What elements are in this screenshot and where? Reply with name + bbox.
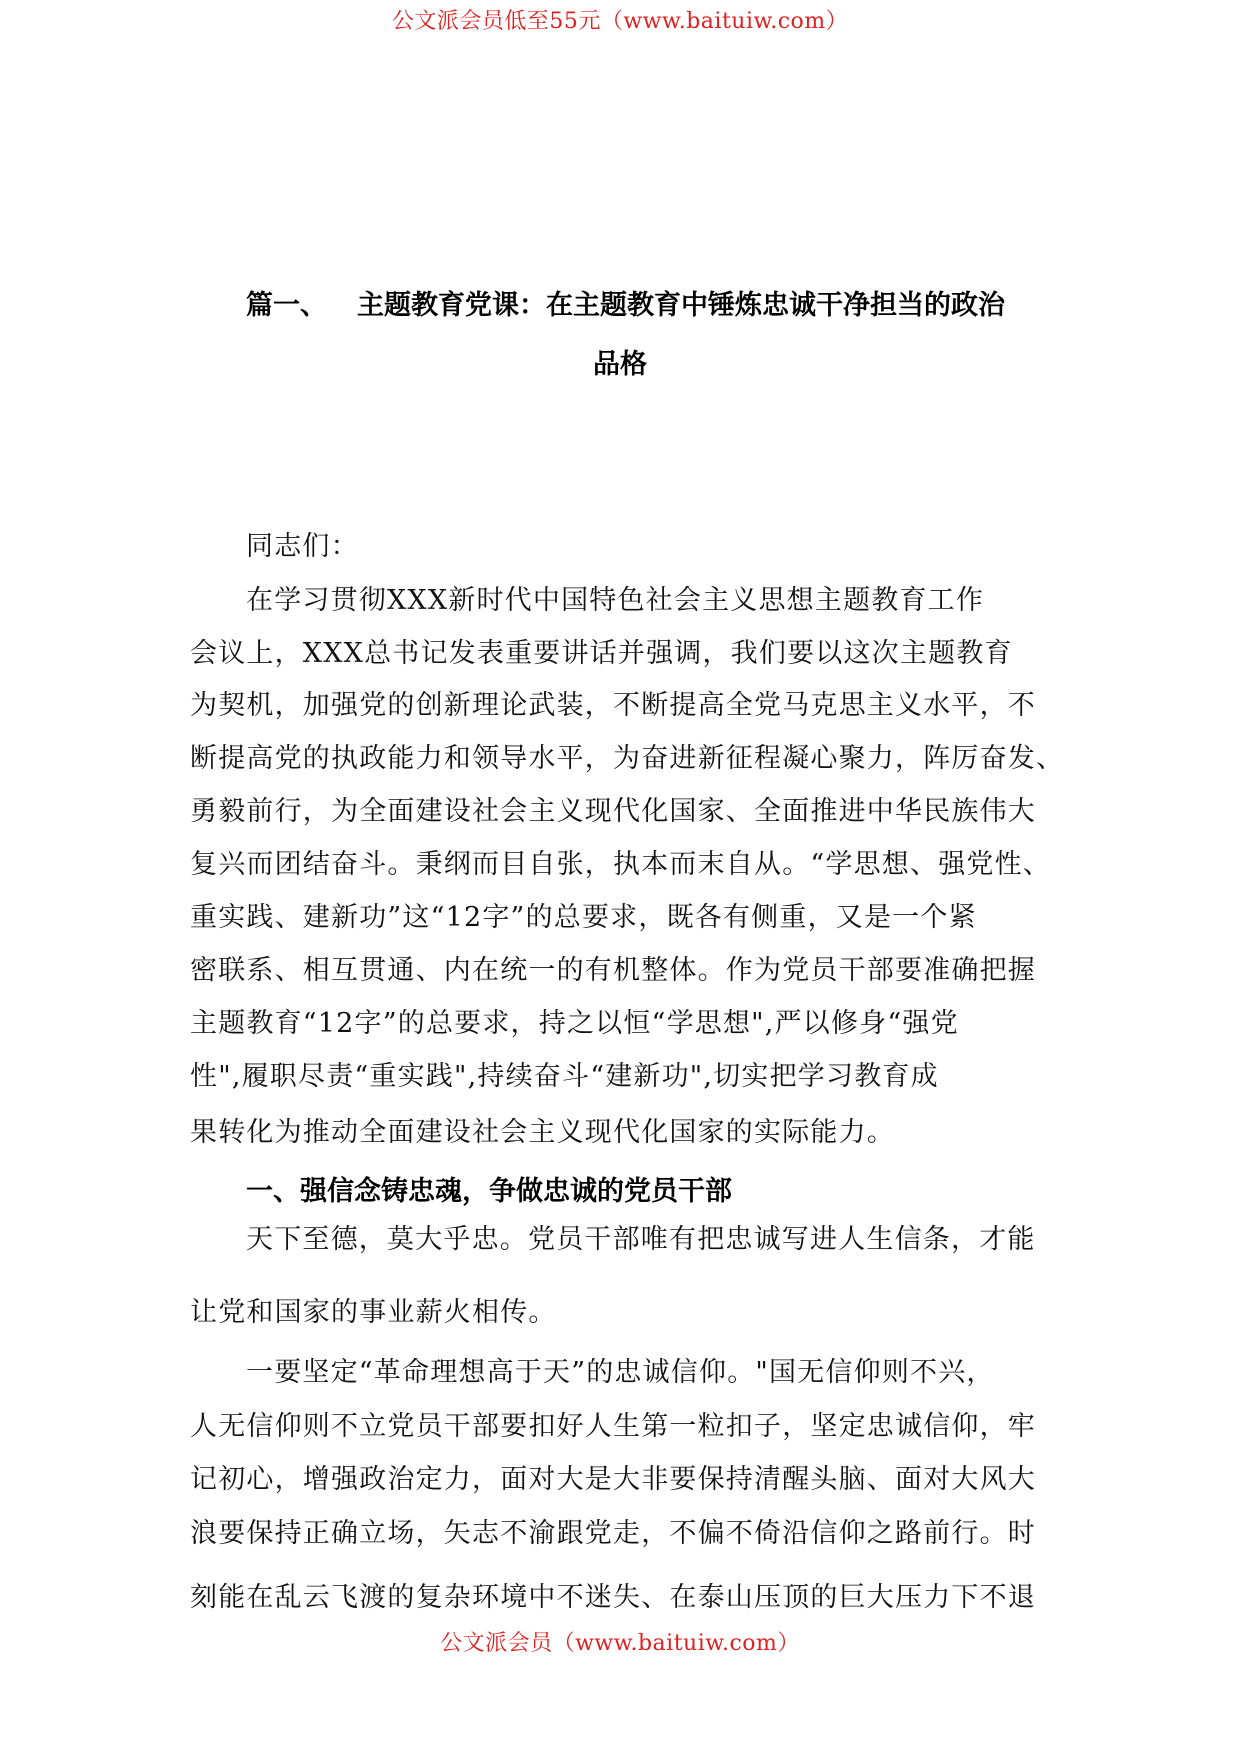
paragraph-line: 在学习贯彻XXX新时代中国特色社会主义思想主题教育工作 — [246, 585, 985, 616]
paragraph-line: 让党和国家的事业薪火相传。 — [190, 1297, 557, 1328]
paragraph-line: 天下至德，莫大乎忠。党员干部唯有把忠诚写进人生信条，才能 — [246, 1224, 1036, 1255]
paragraph-line: 人无信仰则不立党员干部要扣好人生第一粒扣子，坚定忠诚信仰，牢 — [190, 1411, 1036, 1442]
title-line-2: 品格 — [593, 349, 647, 380]
paragraph-line: 密联系、相互贯通、内在统一的有机整体。作为党员干部要准确把握 — [190, 955, 1036, 986]
paragraph-line: 浪要保持正确立场，矢志不渝跟党走，不偏不倚沿信仰之路前行。时 — [190, 1518, 1036, 1549]
paragraph-line: 果转化为推动全面建设社会主义现代化国家的实际能力。 — [190, 1117, 895, 1148]
paragraph-line: 记初心，增强政治定力，面对大是大非要保持清醒头脑、面对大风大 — [190, 1464, 1036, 1495]
paragraph-line: 复兴而团结奋斗。秉纲而目自张，执本而末自从。“学思想、强党性、 — [190, 849, 1052, 880]
paragraph-line: 性",履职尽责“重实践",持续奋斗“建新功",切实把学习教育成 — [190, 1061, 939, 1092]
paragraph-line: 重实践、建新功”这“12字”的总要求，既各有侧重，又是一个紧 — [190, 902, 977, 933]
header-banner: 公文派会员低至55元（www.baituiw.com） — [391, 9, 849, 34]
paragraph-line: 断提高党的执政能力和领导水平，为奋进新征程凝心聚力，阵厉奋发、 — [190, 743, 1065, 774]
paragraph-line: 为契机，加强党的创新理论武装，不断提高全党马克思主义水平，不 — [190, 690, 1036, 721]
paragraph-line: 勇毅前行，为全面建设社会主义现代化国家、全面推进中华民族伟大 — [190, 796, 1036, 827]
paragraph-line: 刻能在乱云飞渡的复杂环境中不迷失、在泰山压顶的巨大压力下不退 — [190, 1582, 1036, 1613]
paragraph-line: 一要坚定“革命理想高于天”的忠诚信仰。"国无信仰则不兴， — [246, 1357, 995, 1388]
title-number: 篇一、 — [246, 290, 327, 321]
footer-banner: 公文派会员（www.baituiw.com） — [440, 1631, 800, 1656]
title-line-1: 主题教育党课：在主题教育中锤炼忠诚干净担当的政治 — [357, 290, 1005, 321]
paragraph-line: 会议上，XXX总书记发表重要讲话并强调，我们要以这次主题教育 — [190, 638, 1013, 669]
paragraph-line: 主题教育“12字”的总要求，持之以恒“学思想",严以修身“强党 — [190, 1008, 959, 1039]
document-title — [246, 283, 1086, 322]
section-heading: 一、强信念铸忠魂，争做忠诚的党员干部 — [246, 1176, 732, 1207]
salutation: 同志们： — [246, 531, 359, 562]
